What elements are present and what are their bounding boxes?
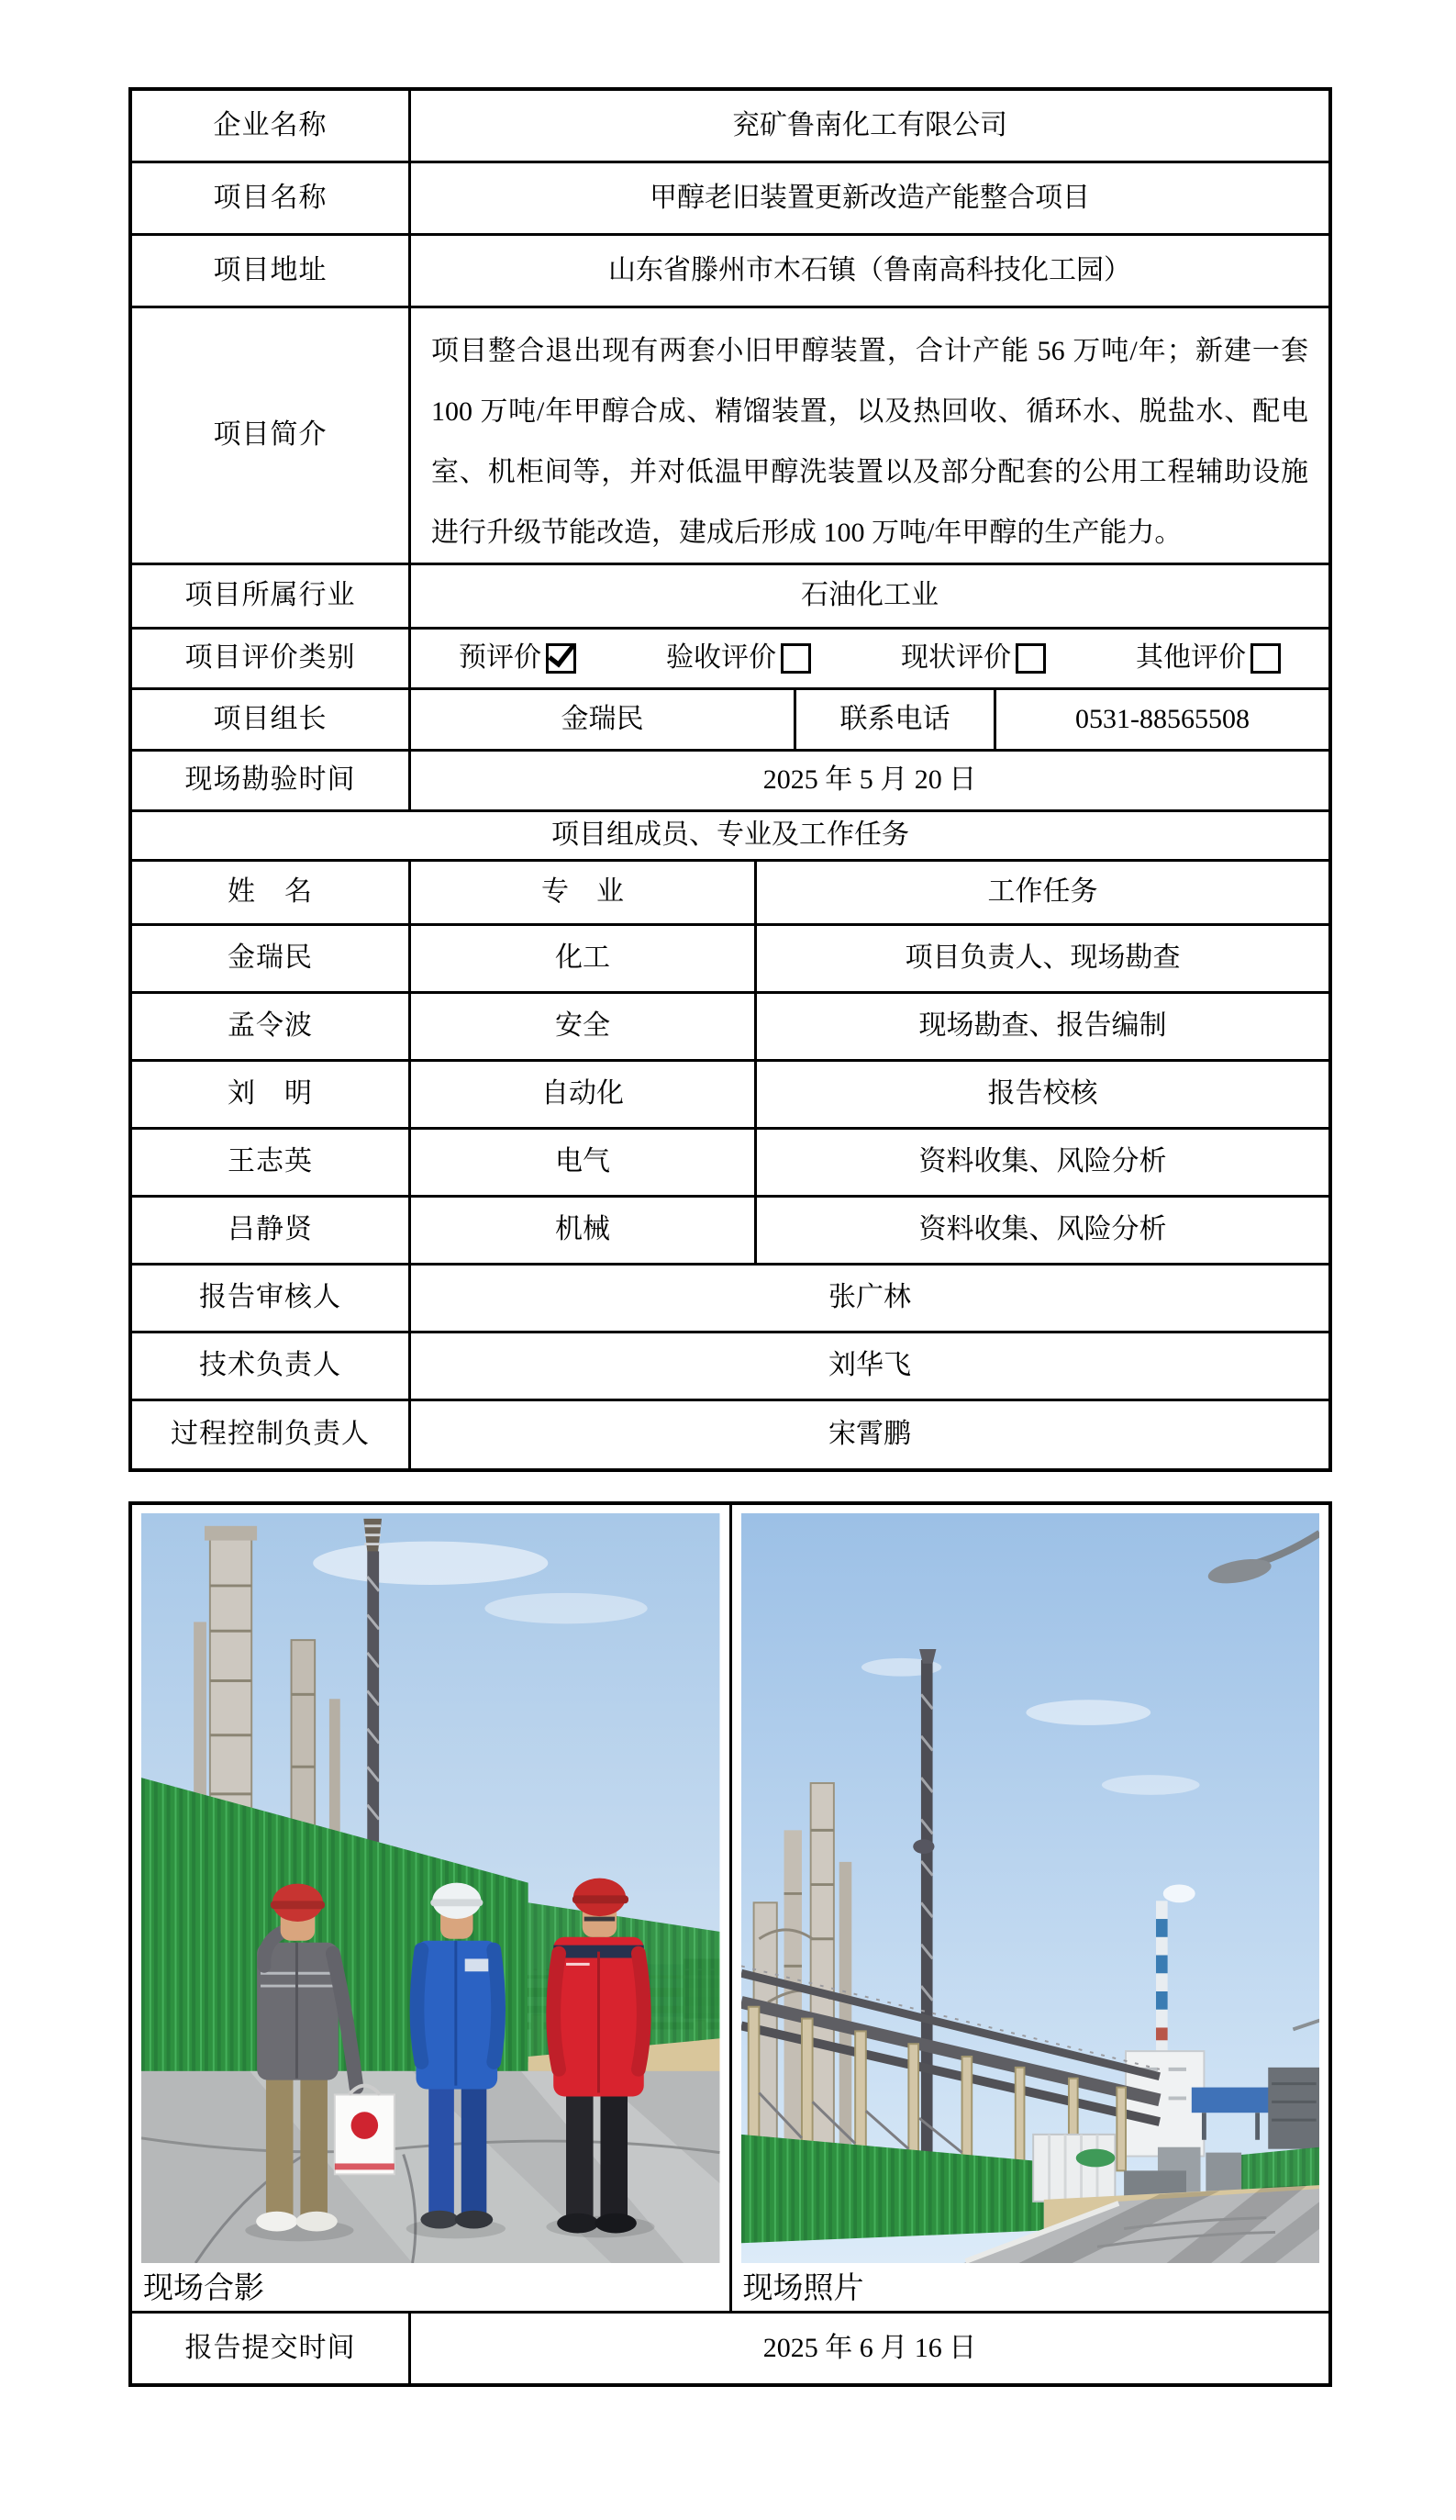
col-name: 姓 名 (228, 876, 313, 908)
process-control-label: 过程控制负责人 (171, 1419, 370, 1450)
member-task: 项目负责人、现场勘查 (754, 926, 1328, 991)
option-pre-evaluation: 预评价 (459, 640, 576, 677)
project-address-label: 项目地址 (213, 254, 328, 285)
process-control-value: 宋霄鹏 (408, 1401, 1328, 1468)
member-major: 安全 (408, 994, 754, 1059)
col-major: 专 业 (408, 862, 754, 923)
row-evaluation-type (132, 627, 1328, 687)
evaluation-type-label: 项目评价类别 (184, 642, 356, 674)
group-photo-caption: 现场合影 (143, 2271, 264, 2305)
row-company (132, 91, 1328, 161)
row-team-header (132, 809, 1328, 859)
site-group-photo (141, 1513, 720, 2263)
site-photo (741, 1513, 1320, 2263)
project-summary-label: 项目简介 (213, 419, 328, 451)
member-task: 资料收集、风险分析 (754, 1198, 1328, 1263)
team-header: 项目组成员、专业及工作任务 (551, 820, 909, 851)
option-acceptance-evaluation: 验收评价 (666, 640, 811, 677)
row-process-control (132, 1399, 1328, 1468)
member-name: 金瑞民 (228, 942, 313, 974)
industry-label: 项目所属行业 (184, 580, 356, 611)
survey-time-value: 2025 年 5 月 20 日 (408, 752, 1328, 809)
site-photo-caption: 现场照片 (742, 2271, 864, 2305)
member-major: 机械 (408, 1198, 754, 1263)
group-photo-cell (132, 1505, 729, 2311)
leader-label: 项目组长 (213, 703, 328, 734)
company-label: 企业名称 (213, 109, 328, 140)
row-project-address (132, 233, 1328, 306)
checkbox-empty-icon (1016, 643, 1046, 674)
reviewer-value: 张广林 (408, 1266, 1328, 1331)
project-summary-value: 项目整合退出现有两套小旧甲醇装置，合计产能 56 万吨/年；新建一套 100 万吨/年甲醇合成、精馏装置，以及热回收、循环水、脱盐水、配电室、机柜间等，并对低温甲醇洗装置以及部分配套的公用工程辅助设施进行升级节能改造，建成后形成 100 万吨/年甲醇的生产能力。 (408, 308, 1328, 563)
table-row (132, 923, 1328, 991)
leader-name: 金瑞民 (408, 690, 794, 749)
row-tech-lead (132, 1331, 1328, 1399)
table-row (132, 1127, 1328, 1195)
tech-lead-label: 技术负责人 (199, 1350, 341, 1381)
submit-time-label: 报告提交时间 (184, 2332, 356, 2363)
site-photo-image (741, 1513, 1320, 2263)
evaluation-options (408, 630, 1328, 687)
table-row (132, 991, 1328, 1059)
option-other-evaluation: 其他评价 (1136, 640, 1281, 677)
row-project-name (132, 161, 1328, 233)
col-task: 工作任务 (754, 862, 1328, 923)
phone-label: 联系电话 (794, 690, 994, 749)
option-status-evaluation: 现状评价 (901, 640, 1046, 677)
member-name: 孟令波 (228, 1010, 313, 1042)
project-info-table (128, 87, 1332, 1472)
photo-row (132, 1505, 1328, 2311)
member-task: 报告校核 (754, 1062, 1328, 1127)
member-name: 王志英 (228, 1146, 313, 1177)
row-team-columns (132, 859, 1328, 923)
row-project-summary (132, 306, 1328, 563)
row-reviewer (132, 1263, 1328, 1331)
group-photo-image (141, 1513, 720, 2263)
checkbox-empty-icon (781, 643, 811, 674)
row-leader (132, 687, 1328, 749)
reviewer-label: 报告审核人 (199, 1282, 341, 1313)
tech-lead-value: 刘华飞 (408, 1333, 1328, 1399)
project-name-value: 甲醇老旧装置更新改造产能整合项目 (408, 163, 1328, 233)
submit-time-value: 2025 年 6 月 16 日 (408, 2314, 1328, 2383)
member-task: 现场勘查、报告编制 (754, 994, 1328, 1059)
table-row (132, 1059, 1328, 1127)
row-survey-time (132, 749, 1328, 809)
member-major: 自动化 (408, 1062, 754, 1127)
industry-value: 石油化工业 (408, 565, 1328, 627)
checkbox-empty-icon (1250, 643, 1281, 674)
survey-time-label: 现场勘验时间 (184, 764, 356, 796)
member-name: 刘 明 (228, 1078, 313, 1109)
member-major: 化工 (408, 926, 754, 991)
company-value: 兖矿鲁南化工有限公司 (408, 91, 1328, 161)
site-photo-cell (729, 1505, 1329, 2311)
member-name: 吕静贤 (228, 1214, 313, 1245)
phone-value: 0531-88565508 (994, 690, 1328, 749)
project-address-value: 山东省滕州市木石镇（鲁南高科技化工园） (408, 236, 1328, 306)
content-area (128, 87, 1332, 2387)
project-name-label: 项目名称 (213, 182, 328, 213)
photo-table (128, 1501, 1332, 2387)
row-submit-time (132, 2311, 1328, 2383)
row-industry (132, 563, 1328, 627)
member-task: 资料收集、风险分析 (754, 1130, 1328, 1195)
table-row (132, 1195, 1328, 1263)
member-major: 电气 (408, 1130, 754, 1195)
checkbox-checked-icon (546, 643, 576, 674)
